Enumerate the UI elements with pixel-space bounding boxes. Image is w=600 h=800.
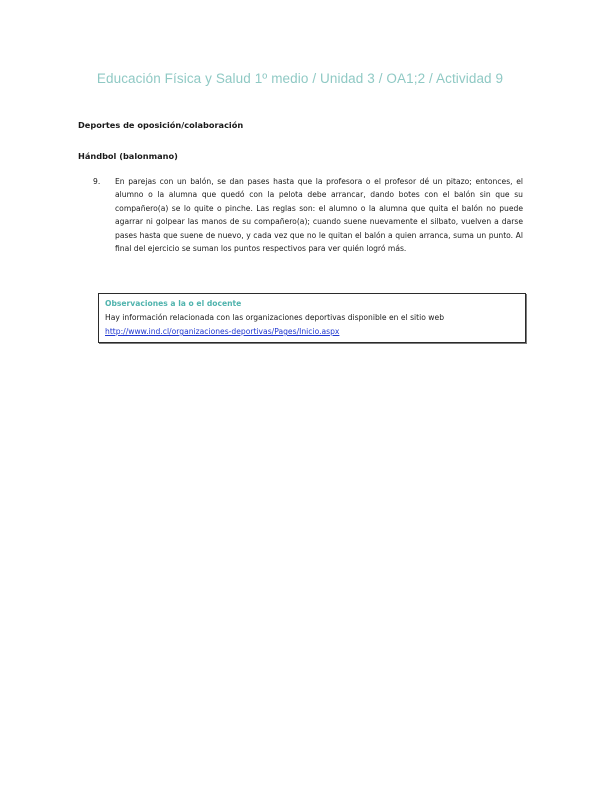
activity-item bbox=[93, 175, 523, 255]
document-header: Educación Física y Salud 1º medio / Unidad 3 / OA1;2 / Actividad 9 bbox=[96, 71, 504, 86]
subsection-title: Hándbol (balonmano) bbox=[78, 151, 178, 161]
section-title: Deportes de oposición/colaboración bbox=[78, 120, 244, 130]
observations-link[interactable]: http://www.ind.cl/organizaciones-deportivas/Pages/Inicio.aspx bbox=[105, 327, 340, 336]
observations-box bbox=[98, 293, 526, 343]
observations-text: Hay información relacionada con las organizaciones deportivas disponible en el sitio web bbox=[105, 313, 445, 322]
observations-title: Observaciones a la o el docente bbox=[105, 299, 242, 308]
activity-number: 9. bbox=[93, 177, 101, 186]
activity-text: En parejas con un balón, se dan pases hasta que la profesora o el profesor dé un pitazo; entonces, el alumno o la alumna que quedó con la pelota debe arrancar, dando botes con el balón sin que su compañero(a) se lo quite o pinche. Las reglas son: el alumno o la alumna que quita el balón no puede agarrar ni golpear las manos de su compañero(a); cuando suene nuevamente el silbato, vuelven a darse pases hasta que suene de nuevo, y cada vez que no le quitan el balón a quien arranca, suma un punto. Al final del ejercicio se suman los puntos respectivos para ver quién logró más. bbox=[115, 177, 523, 254]
